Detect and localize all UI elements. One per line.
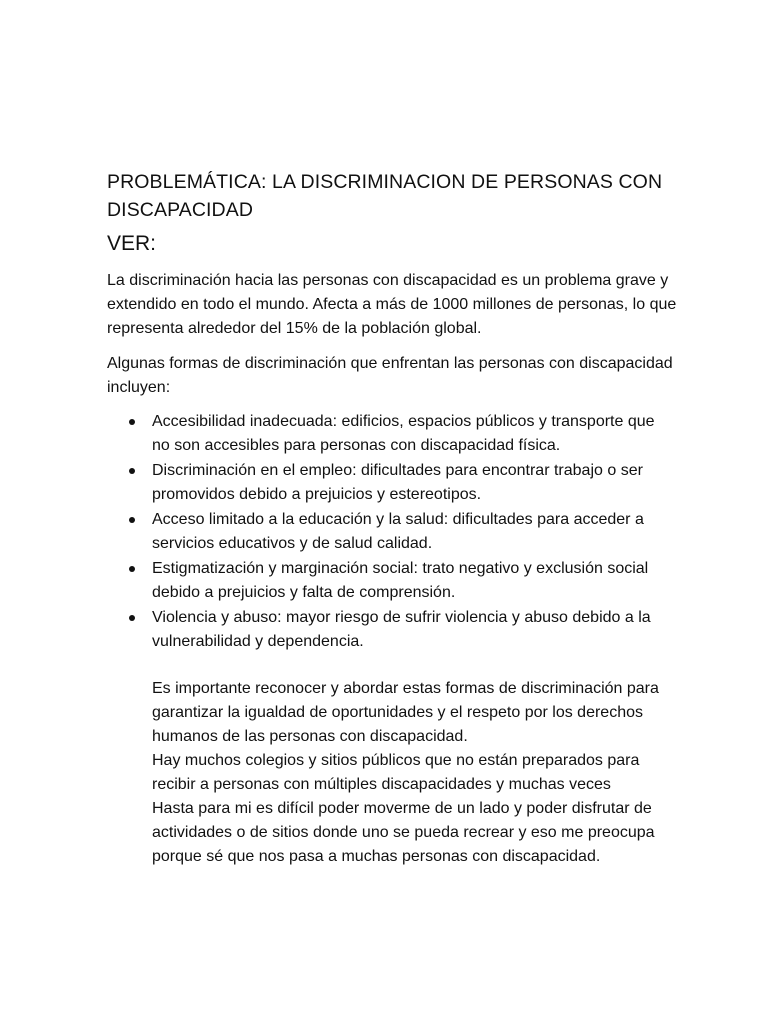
discrimination-forms-list (107, 410, 667, 655)
list-item-text: Accesibilidad inadecuada: edificios, espacios públicos y transporte que no son accesibles para personas con discapacidad física. (152, 413, 655, 454)
list-item (107, 459, 667, 507)
closing-statement: Es importante reconocer y abordar estas formas de discriminación para garantizar la igualdad de oportunidades y el respeto por los derechos humanos de las personas con discapacidad. (152, 680, 659, 745)
list-item-text: Violencia y abuso: mayor riesgo de sufrir violencia y abuso debido a la vulnerabilidad y dependencia. (152, 609, 651, 650)
personal-statement: Hasta para mi es difícil poder moverme de un lado y poder disfrutar de actividades o de sitios donde uno se pueda recrear y eso me preocupa porque sé que nos pasa a muchas personas con discapacidad. (152, 800, 655, 865)
list-item (107, 410, 667, 458)
list-item (107, 557, 667, 605)
bullet-icon (129, 517, 135, 523)
forms-intro-paragraph: Algunas formas de discriminación que enfrentan las personas con discapacidad incluyen: (107, 355, 673, 396)
list-item (107, 508, 667, 556)
section-heading: VER: (107, 232, 157, 255)
list-item (107, 606, 667, 654)
schools-statement: Hay muchos colegios y sitios públicos que no están preparados para recibir a personas con múltiples discapacidades y muchas veces (152, 752, 640, 793)
bullet-icon (129, 419, 135, 425)
bullet-icon (129, 468, 135, 474)
bullet-icon (129, 615, 135, 621)
closing-block (152, 677, 672, 869)
document-title: PROBLEMÁTICA: LA DISCRIMINACION DE PERSONAS CON DISCAPACIDAD (107, 171, 663, 221)
intro-paragraph: La discriminación hacia las personas con discapacidad es un problema grave y extendido en todo el mundo. Afecta a más de 1000 millones de personas, lo que representa alrededor del 15% de la población global. (107, 272, 677, 337)
list-item-text: Discriminación en el empleo: dificultades para encontrar trabajo o ser promovidos debido a prejuicios y estereotipos. (152, 462, 643, 503)
bullet-icon (129, 566, 135, 572)
list-item-text: Acceso limitado a la educación y la salud: dificultades para acceder a servicios educativos y de salud calidad. (152, 511, 644, 552)
list-item-text: Estigmatización y marginación social: trato negativo y exclusión social debido a prejuicios y falta de comprensión. (152, 560, 649, 601)
